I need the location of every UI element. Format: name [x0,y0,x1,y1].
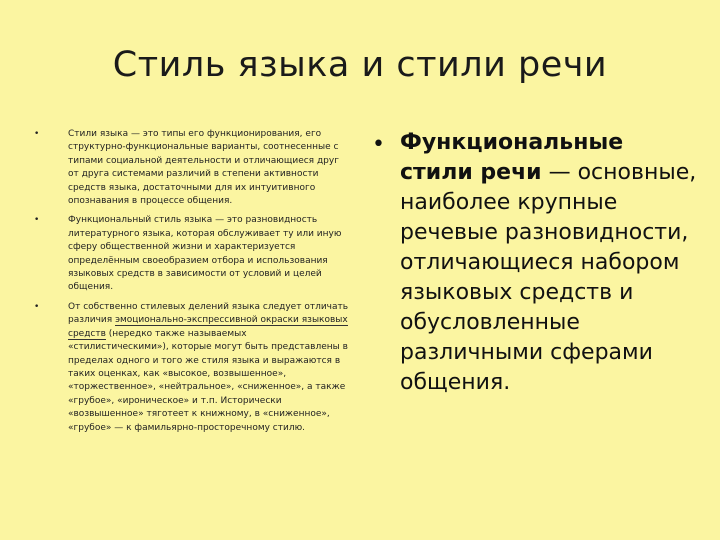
bullet-icon: • [372,132,385,157]
list-item [34,128,350,208]
bullet-text-after: (нередко также называемых «стилистическими»), которые могут быть представлены в пределах одного и того же стиля языка и выражаются в таких оценках, как «высокое, возвышенное», «торжественное», «нейтральное», «сниженное», а также «грубое», «ироническое» и т.п. Исторически «возвышенное» тяготеет к книжному, в «сниженное», «грубое» — к фамильярно-просторечному стилю. [68,328,348,433]
bullet-text-highlight: эмоционально-экспрессивной окраски языковых средств [68,315,348,339]
left-bullet-list [34,128,350,435]
bullet-text: Функциональный стиль языка — это разновидность литературного языка, которая обслуживает ту или иную сферу общественной жизни и характеризуется определённым своеобразием отбора и использования языковых средств в зависимости от условий и целей общения. [68,215,342,293]
right-bullet-rest: — основные, наиболее крупные речевые разновидности, отличающиеся набором языковых средств и обусловленные различными сферами общения. [400,160,697,395]
bullet-icon: • [34,301,40,312]
list-item [34,214,350,294]
bullet-icon: • [34,129,40,139]
bullet-text-before: От собственно стилевых делений языка следует отличать различия [68,301,349,326]
slide-title: Стиль языка и стили речи [112,45,608,85]
right-bullet-text [400,128,702,398]
list-item [34,301,350,435]
bullet-icon: • [34,215,40,226]
bullet-text: Стили языка — это типы его функционирования, его структурно-функциональные варианты, соотнесенные с типами социальной деятельности и отличающиеся друг от друга системами различий в степени активности средств языка, достаточными для их интуитивного опознавания в процессе общения. [68,129,339,207]
left-column [34,128,350,441]
right-column [372,128,702,398]
right-bullet-bold: Функциональные стили речи [400,130,624,185]
